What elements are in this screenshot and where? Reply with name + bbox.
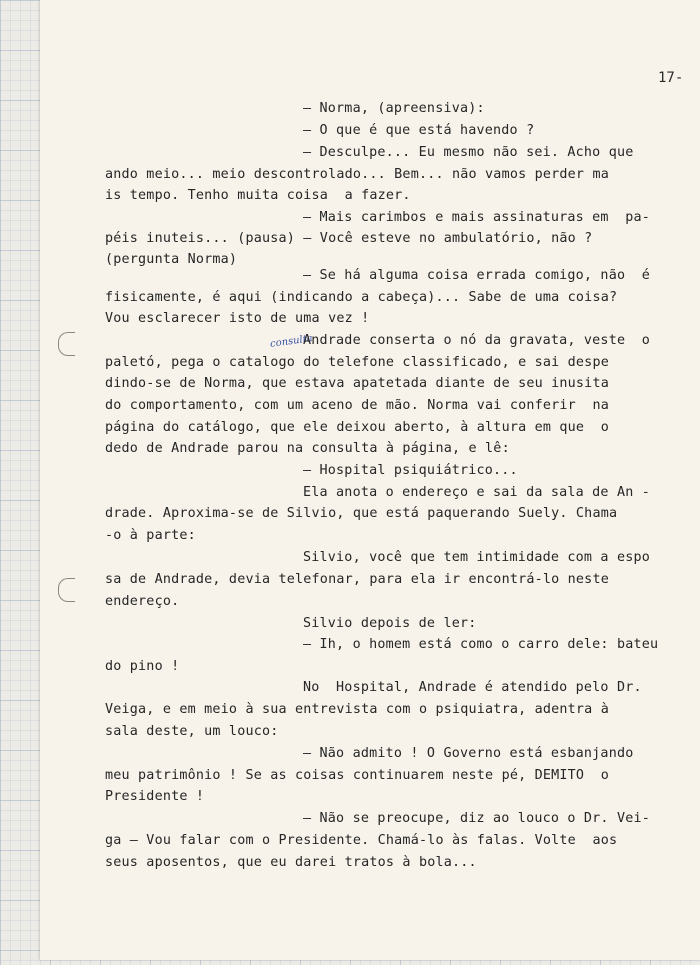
text-line: do comportamento, com um aceno de mão. Norma vai conferir na [105, 398, 609, 413]
text-line: Vou esclarecer isto de uma vez ! [105, 311, 370, 326]
text-line: dedo de Andrade parou na consulta à página, e lê: [105, 441, 510, 456]
text-line: Silvio, você que tem intimidade com a espo [303, 550, 650, 565]
text-line: Andrade conserta o nó da gravata, veste o [303, 333, 650, 348]
text-line: – Mais carimbos e mais assinaturas em pa- [303, 210, 650, 225]
text-line: – Norma, (apreensiva): [303, 101, 485, 116]
text-line: paletó, pega o catalogo do telefone classificado, e sai despe [105, 355, 609, 370]
text-line: No Hospital, Andrade é atendido pelo Dr. [303, 680, 642, 695]
text-line: is tempo. Tenho muita coisa a fazer. [105, 188, 411, 203]
page-number: 17- [658, 70, 684, 86]
text-line: Presidente ! [105, 789, 205, 804]
text-line: ga – Vou falar com o Presidente. Chamá-lo às falas. Volte aos [105, 833, 618, 848]
text-line: – Hospital psiquiátrico... [303, 463, 518, 478]
punch-hole-upper [58, 332, 75, 356]
text-line: péis inuteis... (pausa) – Você esteve no ambulatório, não ? [105, 231, 593, 246]
text-line: sa de Andrade, devia telefonar, para ela ir encontrá-lo neste [105, 572, 609, 587]
text-line: – Se há alguma coisa errada comigo, não é [303, 268, 650, 283]
text-line: seus aposentos, que eu darei tratos à bola... [105, 855, 477, 870]
text-line: ando meio... meio descontrolado... Bem... não vamos perder ma [105, 167, 609, 182]
text-line: meu patrimônio ! Se as coisas continuarem neste pé, DEMITO o [105, 768, 609, 783]
text-line: – Não admito ! O Governo está esbanjando [303, 746, 634, 761]
text-line: – Não se preocupe, diz ao louco o Dr. Vei- [303, 811, 650, 826]
text-line: (pergunta Norma) [105, 252, 238, 267]
text-line: – Ih, o homem está como o carro dele: bateu [303, 637, 659, 652]
punch-hole-lower [58, 578, 75, 602]
text-line: do pino ! [105, 659, 180, 674]
text-line: sala deste, um louco: [105, 724, 279, 739]
text-line: dindo-se de Norma, que estava apatetada diante de seu inusita [105, 376, 609, 391]
text-line: Silvio depois de ler: [303, 616, 477, 631]
handwritten-annotation: consulta [269, 333, 314, 350]
text-line: – Desculpe... Eu mesmo não sei. Acho que [303, 145, 634, 160]
text-line: fisicamente, é aqui (indicando a cabeça)... Sabe de uma coisa? [105, 290, 618, 305]
text-line: -o à parte: [105, 528, 196, 543]
text-line: – O que é que está havendo ? [303, 123, 535, 138]
text-line: página do catálogo, que ele deixou aberto, à altura em que o [105, 420, 609, 435]
typewritten-page [40, 0, 700, 960]
text-line: endereço. [105, 594, 180, 609]
text-line: drade. Aproxima-se de Silvio, que está paquerando Suely. Chama [105, 506, 618, 521]
text-line: Veiga, e em meio à sua entrevista com o psiquiatra, adentra à [105, 702, 609, 717]
text-line: Ela anota o endereço e sai da sala de An - [303, 485, 650, 500]
